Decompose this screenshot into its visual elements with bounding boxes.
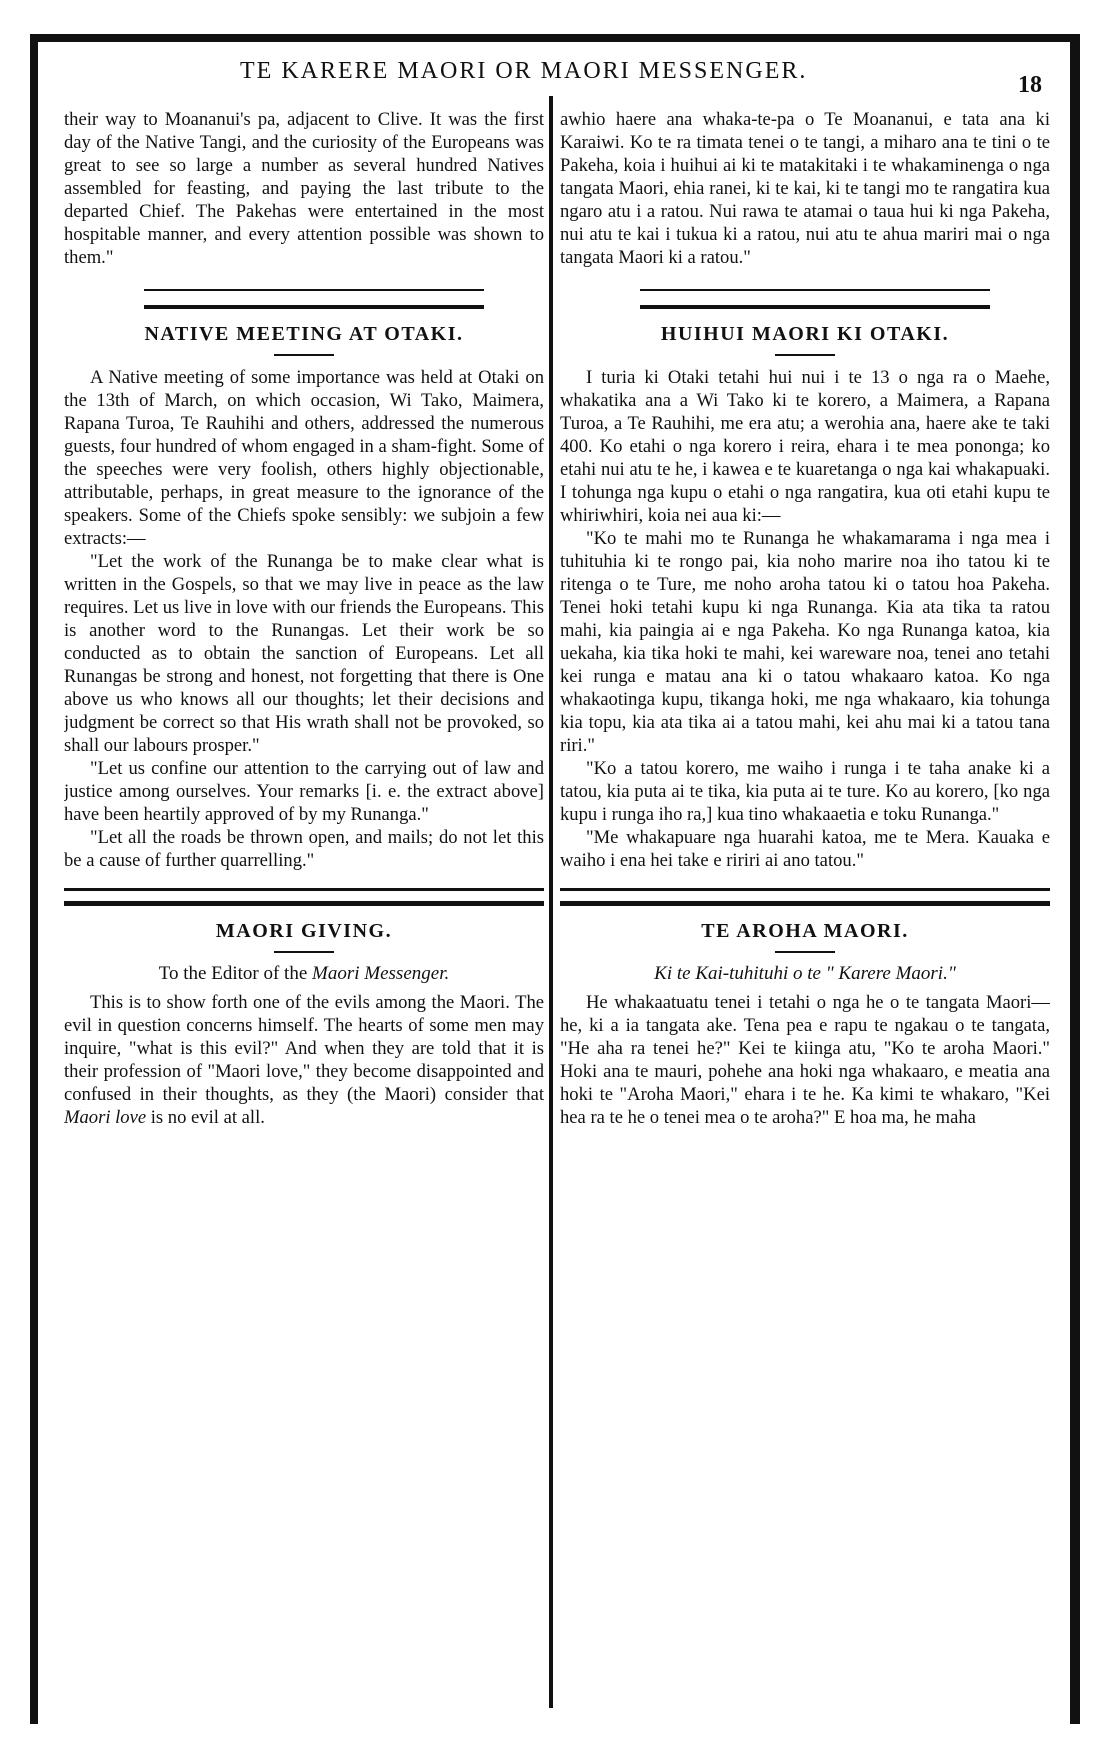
page-number: 18 — [1018, 72, 1042, 98]
page-border-right — [1070, 34, 1080, 1724]
page-border-top — [30, 34, 1080, 42]
editor-address — [64, 963, 544, 985]
title-underline — [274, 951, 334, 953]
editor-address-prefix: To the Editor of the — [158, 963, 313, 984]
editor-address-maori: Ki te Kai-tuhituhi o te " Karere Maori." — [654, 963, 956, 984]
section-title-native-meeting: NATIVE MEETING AT OTAKI. — [144, 323, 464, 345]
left-column — [64, 108, 544, 1708]
masthead: TE KARERE MAORI OR MAORI MESSENGER. — [240, 58, 808, 84]
editor-address-publication: Maori Messenger. — [312, 963, 450, 984]
title-underline — [775, 951, 835, 953]
section-divider — [640, 289, 990, 309]
left-paragraph — [64, 991, 544, 1129]
section-divider-heavy — [64, 888, 544, 906]
paragraph-text: is no evil at all. — [146, 1107, 265, 1128]
column-divider — [549, 96, 553, 1708]
section-title-te-aroha-maori: TE AROHA MAORI. — [701, 920, 909, 942]
right-paragraph: "Me whakapuare nga huarahi katoa, me te Mera. Kauaka e waiho i ena hei take e ririri ai ano tatou." — [560, 827, 1050, 871]
right-paragraph: "Ko te mahi mo te Runanga he whakamarama i nga mea i tuhituhia ki te rongo pai, kia noho marire noa iho tatou ki te ritenga o te Ture, me noho aroha tatou ki o tatou hoa Pakeha. Tenei hoki tetahi kupu ki nga Runanga. Kia ata tika ta ratou mahi, kia paingia ai e nga Pakeha. Ko nga Runanga katoa, kia uekaha, kia tika hoki te mahi, kei wareware noa, tenei ano tetahi kei runga e matau ana ki o tatou whakaaro katoa. Ko nga whakaotinga kupu, tikanga hoki, me nga whakaaro, kia tohunga kia topu, kia ata tika ai a tatou mahi, kei ahu mai ki a tatou tana riri." — [560, 528, 1050, 756]
right-intro-paragraph: awhio haere ana whaka-te-pa o Te Moananui, e tata ana ki Karaiwi. Ko te ra timata tenei o te tangi, a miharo ana te tini o te Pakeha, koia i huihui ai ki te matakitaki i te whakaminenga o nga tangata Maori, ehia ranei, ki te kai, ki te tangi mo te rangatira kua ngaro atu i a ratou. Nui rawa te atamai o taua hui ki nga Pakeha, nui atu te kai i tukua ki a ratou, nui atu te ahua mariri mai o nga tangata Maori ki a ratou." — [560, 109, 1050, 268]
title-underline — [775, 354, 835, 356]
right-paragraph: "Ko a tatou korero, me waiho i runga i te taha anake ki a tatou, kia puta ai te tika, kia puta ai te ture. Ko au korero, [ko nga kupu i runga iho ra,] kua tino whakaaetia e toku Runanga." — [560, 758, 1050, 825]
left-paragraph: "Let us confine our attention to the carrying out of law and justice among ourselves. Your remarks [i. e. the extract above] have been heartily approved of by my Runanga." — [64, 758, 544, 825]
section-title-maori-giving: MAORI GIVING. — [215, 920, 393, 942]
title-underline — [274, 354, 334, 356]
editor-address — [560, 963, 1050, 985]
left-paragraph: "Let the work of the Runanga be to make clear what is written in the Gospels, so that we may live in peace as the law requires. Let us live in love with our friends the Europeans. This is another word to the Runangas. Let their work be so conducted as to obtain the sanction of Europeans. Let all Runangas be strong and honest, not forgetting that there is One above us who knows all our thoughts; let their decisions and judgment be correct so that His wrath shall not be provoked, so shall our labours prosper." — [64, 551, 544, 756]
section-title-huihui-maori: HUIHUI MAORI KI OTAKI. — [660, 323, 950, 345]
left-paragraph: "Let all the roads be thrown open, and mails; do not let this be a cause of further quarrelling." — [64, 827, 544, 871]
right-paragraph: I turia ki Otaki tetahi hui nui i te 13 o nga ra o Maehe, whakatika ana a Wi Tako ki te korero, a Maimera, a Rapana Turoa, a Te Rauhihi, me era atu; a werohia ana, haere ake te taki 400. Ko etahi o nga korero i reira, ehara i te mea pononga; ko etahi nui atu te he, i kawea e te kuaretanga o nga kai whakapuaki. I tohunga nga kupu o etahi o nga rangatira, kua oti etahi kupu te whiriwhiri, koia nei aua ki:— — [560, 367, 1050, 526]
left-intro-paragraph: their way to Moananui's pa, adjacent to Clive. It was the first day of the Native Tangi, and the curiosity of the Europeans was great to see so large a number as several hundred Natives assembled for feasting, and paying the last tribute to the departed Chief. The Pakehas were entertained in the most hospitable manner, and every attention possible was shown to them." — [64, 109, 544, 268]
right-column — [560, 108, 1050, 1708]
left-paragraph: A Native meeting of some importance was held at Otaki on the 13th of March, on which occasion, Wi Tako, Maimera, Rapana Turoa, Te Rauhihi and others, addressed the numerous guests, four hundred of whom engaged in a sham-fight. Some of the speeches were very foolish, others highly objectionable, attributable, perhaps, in great measure to the ignorance of the speakers. Some of the Chiefs spoke sensibly: we subjoin a few extracts:— — [64, 367, 544, 549]
paragraph-text: This is to show forth one of the evils among the Maori. The evil in question concerns himself. The hearts of some men may inquire, "what is this evil?" And when they are told that it is their profession of "Maori love," they become disappointed and confused in their thoughts, as they (the Maori) consider that — [64, 992, 544, 1105]
right-paragraph: He whakaatuatu tenei i tetahi o nga he o te tangata Maori—he, ki a ia tangata ake. Tena pea e rapu te ngakau o te tangata, "He aha ra tenei he?" Kei te kiinga atu, "Ko te aroha Maori." Hoki ana te mauri, pohehe ana hoki nga whakaaro, e meatia ana hoki te "Aroha Maori," ehara i te he. Ka kimi te whakaro, "Kei hea ra te he o tenei mea o te aroha?" E hoa ma, he maha — [560, 992, 1050, 1128]
page-border-left — [30, 34, 38, 1724]
section-divider-heavy — [560, 888, 1050, 906]
section-divider — [144, 289, 484, 309]
paragraph-emphasis: Maori love — [64, 1107, 147, 1128]
